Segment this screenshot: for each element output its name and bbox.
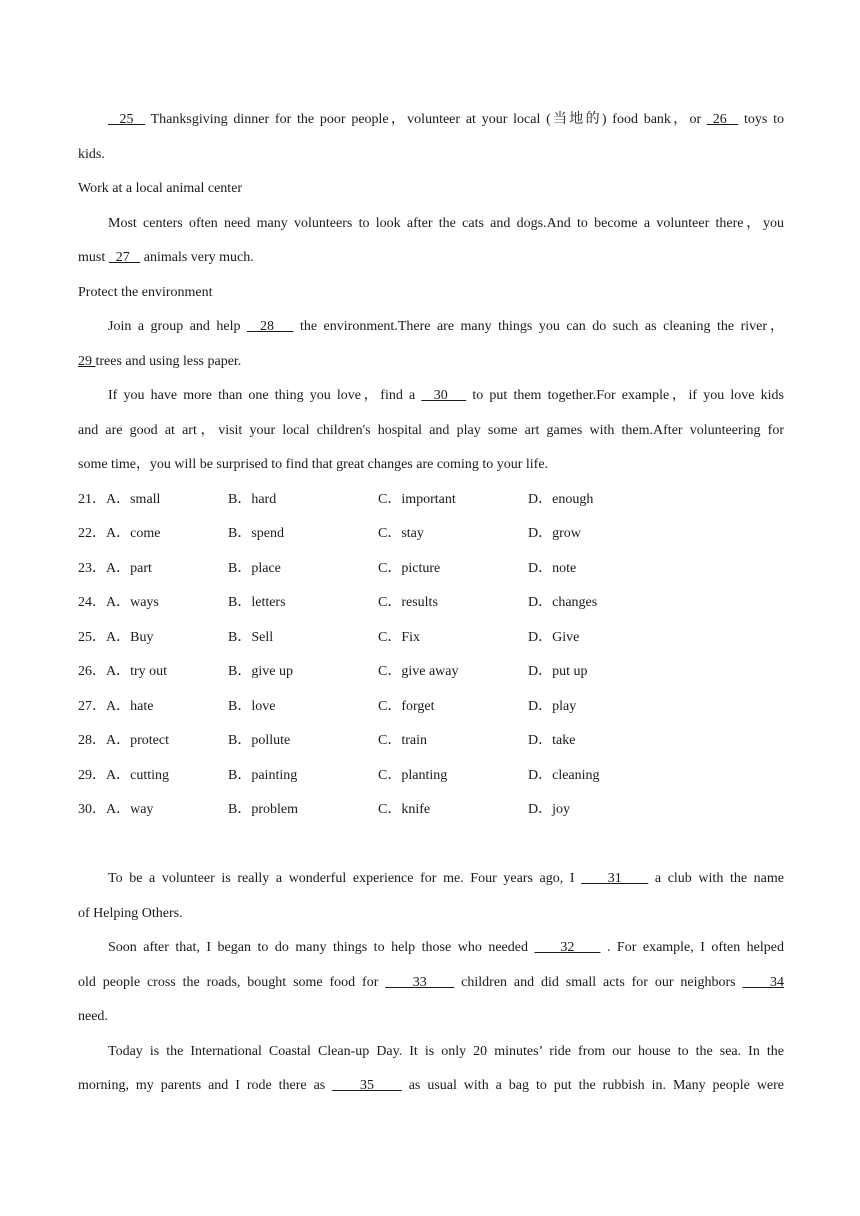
option-c: C．knife [378,802,431,817]
text-segment: as usual with a bag to put the rubbish in. Many people were [401,1078,785,1093]
option-b: B．place [228,560,281,576]
option-c: C．stay [378,526,424,541]
passage2-line: need. [78,1009,108,1024]
option-d: D．Give [528,629,580,645]
text-segment: old people cross the roads, bought some food for [78,974,386,990]
text-segment: must [78,250,109,265]
question-number-and-option-a: 29．A．cutting [78,767,169,783]
question-number-and-option-a: 28．A．protect [78,733,169,748]
option-b: B．problem [228,802,298,817]
question-row [78,793,784,828]
text-segment: . For example, I often helped [600,940,785,955]
option-d: D．put up [528,664,588,679]
question-row [78,586,784,621]
text-segment: To be a volunteer is really a wonderful experience for me. Four years ago, I [108,871,582,886]
option-b: B．spend [228,526,284,541]
option-d: D．cleaning [528,767,600,783]
blank-31: 31 [581,871,649,886]
section-gap [78,828,784,863]
option-d: D．grow [528,526,581,541]
question-row [78,655,784,690]
text-segment: Soon after that, I began to do many things to help those who needed [108,940,535,955]
passage1-line [78,103,784,138]
option-b: B．hard [228,491,277,507]
option-d: D．joy [528,802,570,817]
option-b: B．love [228,698,276,714]
question-number-and-option-a: 21．A．small [78,491,161,507]
option-c: C．give away [378,664,459,679]
question-row [78,552,784,587]
passage2-line: of Helping Others. [78,905,183,921]
text-segment: Join a group and help [108,319,247,334]
text-segment: Thanksgiving dinner for the poor people，volunteer at your local (当地的) food bank，or [145,112,707,127]
option-b: B．letters [228,595,286,610]
question-number-and-option-a: 26．A．try out [78,664,168,679]
text-segment: to put them together.For example，if you love kids [466,388,785,403]
passage1-line [78,310,784,345]
blank-25: 25 [108,112,146,127]
option-b: B．give up [228,664,293,679]
section-heading: Work at a local animal center [78,181,243,196]
blank-32: 32 [534,940,601,955]
document-page [78,103,784,1104]
text-segment: the environment.There are many things you can do such as cleaning the river， [293,319,784,334]
passage2-line [78,966,784,1001]
question-row [78,621,784,656]
passage1-line: kids. [78,146,105,162]
question-options [78,483,784,828]
question-row [78,724,784,759]
option-c: C．planting [378,767,448,783]
option-c: C．Fix [378,629,421,645]
option-c: C．results [378,595,438,610]
text-segment: children and did small acts for our neighbors [454,974,743,990]
blank-26: 26 [706,112,739,127]
question-row [78,759,784,794]
passage1-line [78,379,784,414]
blank-29: 29 [78,353,96,369]
option-d: D．note [528,560,577,576]
question-number-and-option-a: 24．A．ways [78,595,159,610]
blank-28: 28 [247,319,294,334]
blank-30: 30 [421,388,467,403]
question-number-and-option-a: 23．A．part [78,560,152,576]
passage1-line: some time，you will be surprised to find that great changes are coming to your life. [78,457,549,472]
text-segment: animals very much. [140,250,254,265]
question-row [78,690,784,725]
question-number-and-option-a: 30．A．way [78,802,154,817]
option-b: B．pollute [228,733,291,748]
option-b: B．Sell [228,629,274,645]
section-heading: Protect the environment [78,284,213,300]
passage2-line: Today is the International Coastal Clean-up Day. It is only 20 minutes’ ride from our house to the sea. In the [108,1043,784,1059]
option-c: C．picture [378,560,441,576]
text-segment: a club with the name [648,871,784,886]
text-segment: If you have more than one thing you love，find a [108,388,422,403]
blank-33: 33 [385,974,455,990]
text-segment: toys to [738,112,785,127]
option-b: B．painting [228,767,298,783]
text-segment: morning, my parents and I rode there as [78,1078,333,1093]
option-c: C．forget [378,698,435,714]
blank-35: 35 [332,1078,402,1093]
question-number-and-option-a: 27．A．hate [78,698,154,714]
passage1-line [78,241,784,276]
passage1-line [78,345,784,380]
blank-27: 27 [108,250,141,265]
passage2-line [78,1069,784,1104]
blank-34: 34 [742,974,785,990]
passage2-line [78,862,784,897]
text-segment: trees and using less paper. [95,353,242,369]
option-d: D．play [528,698,577,714]
question-row [78,483,784,518]
option-c: C．train [378,733,427,748]
question-number-and-option-a: 22．A．come [78,526,161,541]
question-row [78,517,784,552]
question-number-and-option-a: 25．A．Buy [78,629,154,645]
option-d: D．take [528,733,576,748]
passage1-line: and are good at art，visit your local children's hospital and play some art games with them.After volunteering for [78,422,784,438]
option-c: C．important [378,491,456,507]
option-d: D．changes [528,595,598,610]
option-d: D．enough [528,491,594,507]
passage1-line: Most centers often need many volunteers to look after the cats and dogs.And to become a volunteer there，you [108,215,784,231]
passage2-line [78,931,784,966]
